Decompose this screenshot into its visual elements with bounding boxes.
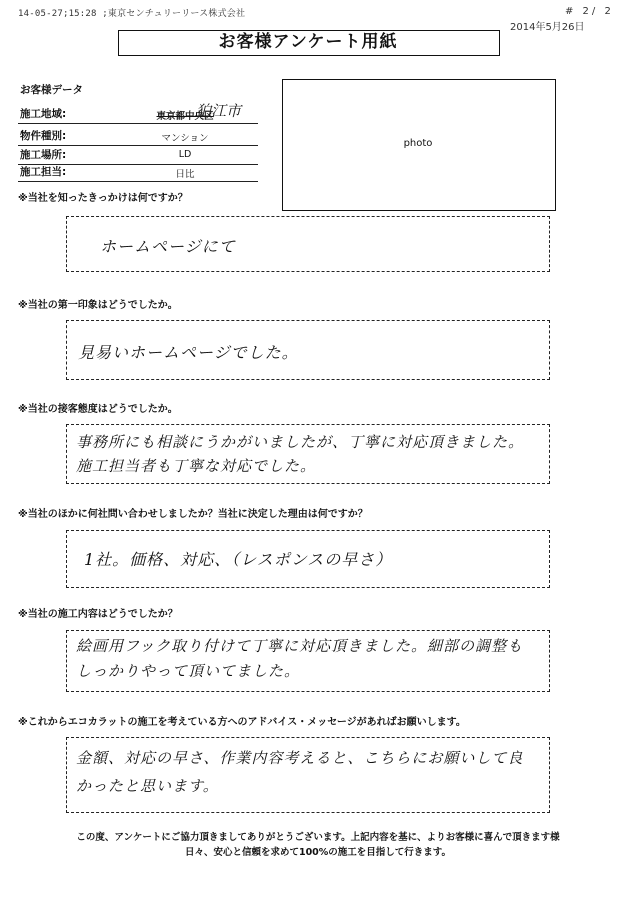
field-underline — [18, 181, 258, 182]
answer-3: 事務所にも相談にうかがいましたが、丁寧に対応頂きました。施工担当者も丁寧な対応でした。 — [76, 433, 525, 475]
fax-header-line: 14-05-27;15:28 ;東京センチュリーリース株式会社 — [18, 9, 246, 19]
page-number: # 2/ 2 — [565, 6, 614, 17]
field-value-staff: 日比 — [175, 169, 195, 180]
answer-4: 1社。価格、対応、（レスポンスの早さ） — [84, 550, 393, 569]
answer-2: 見易いホームページでした。 — [78, 343, 299, 362]
question-4: ※当社のほかに何社問い合わせしましたか？当社に決定した理由は何ですか？ — [18, 509, 368, 520]
question-6: ※これからエコカラットの施工を考えている方へのアドバイス・メッセージがあればお願いします。 — [18, 717, 466, 728]
question-3: ※当社の接客態度はどうでしたか。 — [18, 404, 178, 415]
field-label-staff: 施工担当: — [20, 166, 67, 178]
footer-line-1: この度、アンケートにご協力頂きましてありがとうございます。上記内容を基に、よりお客様に喜んで頂きます様 — [76, 832, 560, 843]
customer-data-heading: お客様データ — [20, 84, 83, 96]
survey-date: 2014年5月26日 — [510, 22, 585, 33]
field-label-property-type: 物件種別: — [20, 130, 67, 142]
answer-6: 金額、対応の早さ、作業内容考えると、こちらにお願いして良かったと思います。 — [76, 749, 524, 795]
field-value-location: LD — [178, 149, 192, 160]
field-underline — [18, 123, 258, 124]
field-label-area: 施工地域: — [20, 108, 67, 120]
field-label-location: 施工場所: — [20, 149, 67, 161]
question-2: ※当社の第一印象はどうでしたか。 — [18, 300, 178, 311]
photo-label: photo — [403, 138, 433, 149]
page-title: お客様アンケート用紙 — [218, 32, 398, 52]
question-1: ※当社を知ったきっかけは何ですか？ — [18, 193, 188, 204]
field-value-area-handwritten: 狛江市 — [196, 102, 242, 120]
field-value-area-printed: 東京都中央区 — [156, 111, 214, 122]
field-value-property-type: マンション — [161, 133, 209, 144]
footer-line-2: 日々、安心と信頼を求めて100%の施工を目指して行きます。 — [184, 847, 452, 858]
question-5: ※当社の施工内容はどうでしたか？ — [18, 609, 178, 620]
answer-5: 絵画用フック取り付けて丁寧に対応頂きました。細部の調整もしっかりやって頂いてました。 — [76, 637, 523, 680]
field-underline — [18, 145, 258, 146]
answer-1: ホームページにて — [100, 237, 236, 256]
